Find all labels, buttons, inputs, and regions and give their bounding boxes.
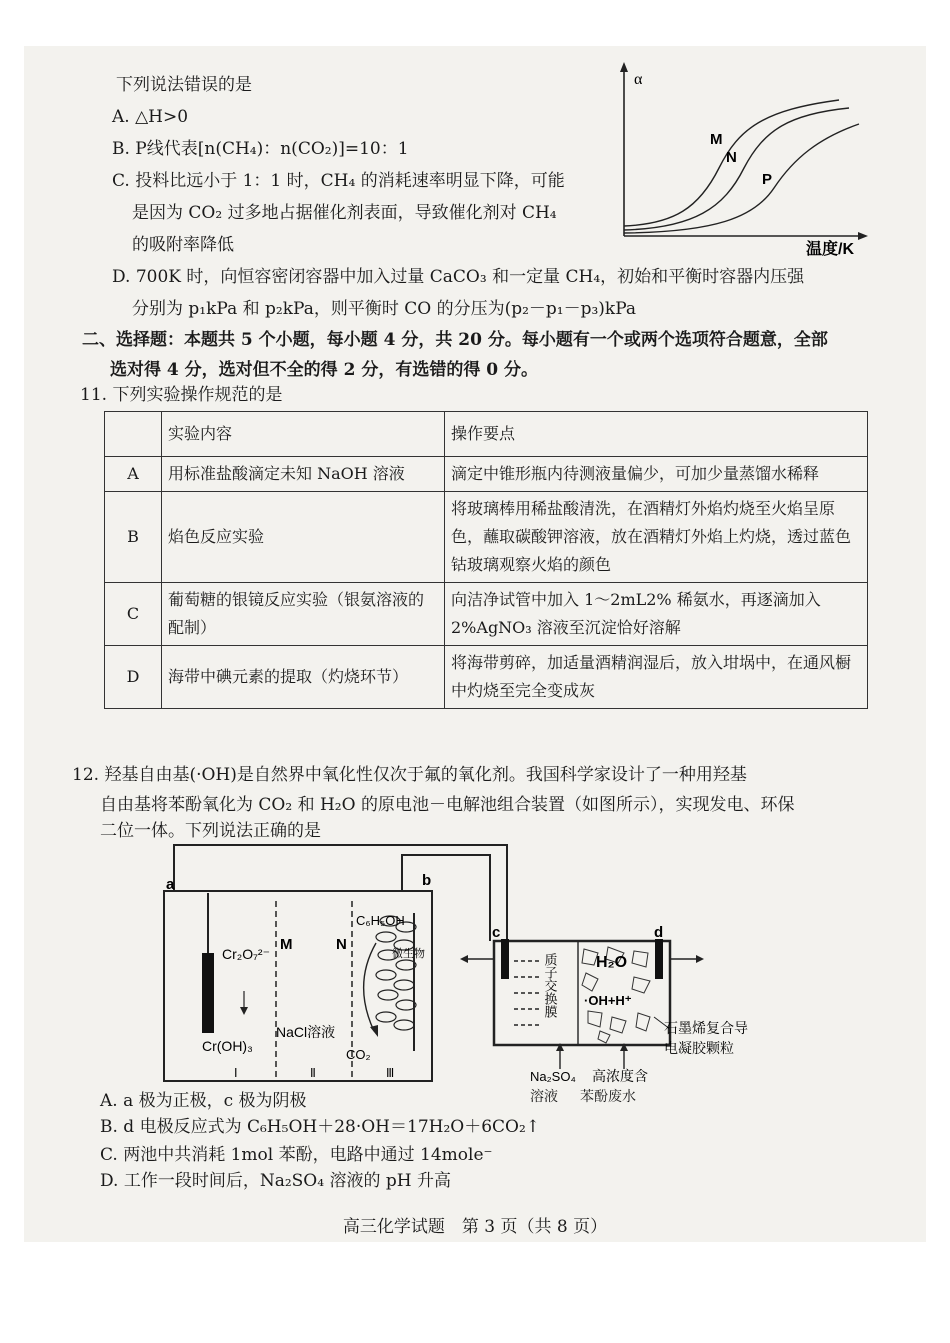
q10-option-d-line1: D. 700K 时，向恒容密闭容器中加入过量 CaCO₃ 和一定量 CH₄，初始和平衡时容器内压强 xyxy=(112,267,805,287)
row-points: 向洁净试管中加入 1～2mL2% 稀氨水，再逐滴加入 2%AgNO₃ 溶液至沉淀恰好溶解 xyxy=(445,583,868,646)
row-content: 海带中碘元素的提取（灼烧环节） xyxy=(162,646,445,709)
wire-top xyxy=(174,845,507,941)
electrode-a-plate xyxy=(202,953,214,1033)
chamber-1-label: Ⅰ xyxy=(234,1066,238,1080)
section2-line1: 二、选择题：本题共 5 个小题，每小题 4 分，共 20 分。每小题有一个或两个选项符合题意，全部 xyxy=(82,330,828,350)
q12-stem-line1: 12. 羟基自由基(·OH)是自然界中氧化性仅次于氟的氧化剂。我国科学家设计了一种用羟基 xyxy=(72,765,747,785)
phenol-label: C₆H₅OH xyxy=(356,913,405,928)
q10-option-d-line2: 分别为 p₁kPa 和 p₂kPa，则平衡时 CO 的分压为(p₂－p₁－p₃)kPa xyxy=(132,299,637,319)
chromium-hydroxide-label: Cr(OH)₃ xyxy=(202,1038,253,1054)
electrode-d-plate xyxy=(655,939,663,979)
section2-line2: 选对得 4 分，选对但不全的得 2 分，有选错的得 0 分。 xyxy=(110,360,538,380)
electrode-b-label: b xyxy=(422,872,432,889)
row-content: 焰色反应实验 xyxy=(162,492,445,583)
y-axis-arrow xyxy=(620,62,628,72)
row-points: 滴定中锥形瓶内待测液量偏少，可加少量蒸馏水稀释 xyxy=(445,457,868,492)
electrode-a-label: a xyxy=(166,876,175,893)
graphene-label-line2: 电凝胶颗粒 xyxy=(664,1040,734,1056)
row-content: 葡萄糖的银镜反应实验（银氨溶液的配制） xyxy=(162,583,445,646)
na2so4-label-line2: 溶液 xyxy=(530,1089,558,1105)
nacl-label: NaCl溶液 xyxy=(276,1024,336,1040)
chamber-2-label: Ⅱ xyxy=(310,1066,316,1080)
x-axis-label: 温度/K xyxy=(806,241,855,258)
header-blank xyxy=(105,412,162,457)
electrode-d-label: d xyxy=(654,924,664,941)
y-axis-label: α xyxy=(634,71,643,88)
membrane-m-label: M xyxy=(280,936,293,953)
row-label: C xyxy=(105,583,162,646)
curve-m-label: M xyxy=(710,131,723,148)
q10-option-c-line3: 的吸附率降低 xyxy=(132,235,234,255)
row-label: B xyxy=(105,492,162,583)
dichromate-label: Cr₂O₇²⁻ xyxy=(222,946,270,962)
q10-option-b: B. P线代表[n(CH₄)：n(CO₂)]=10：1 xyxy=(112,139,409,159)
row-points: 将海带剪碎，加适量酒精润湿后，放入坩埚中，在通风橱中灼烧至完全变成灰 xyxy=(445,646,868,709)
x-axis-arrow xyxy=(858,232,868,240)
header-points: 操作要点 xyxy=(445,412,868,457)
q12-option-c: C. 两池中共消耗 1mol 苯酚，电路中通过 14mole⁻ xyxy=(100,1145,493,1165)
curve-p-line xyxy=(624,124,859,233)
water-label: H₂O xyxy=(596,954,628,971)
membrane-n-label: N xyxy=(336,936,347,953)
wastewater-label-line2: 苯酚废水 xyxy=(580,1089,636,1105)
page-footer: 高三化学试题 第 3 页（共 8 页） xyxy=(342,1217,608,1237)
exam-page xyxy=(24,46,926,1242)
row-content: 用标准盐酸滴定未知 NaOH 溶液 xyxy=(162,457,445,492)
table-row xyxy=(105,492,868,583)
wastewater-label-line1: 高浓度含 xyxy=(592,1068,648,1084)
curve-n-label: N xyxy=(726,149,737,166)
curve-n-line xyxy=(624,108,849,230)
q11-stem: 11. 下列实验操作规范的是 xyxy=(80,385,283,405)
q12-option-a: A. a 极为正极，c 极为阴极 xyxy=(100,1091,307,1111)
chamber-3-label: Ⅲ xyxy=(386,1066,395,1080)
q10-option-c-line2: 是因为 CO₂ 过多地占据催化剂表面，导致催化剂对 CH₄ xyxy=(132,203,557,223)
co2-label: CO₂ xyxy=(346,1047,371,1062)
experiment-table xyxy=(104,411,868,709)
q10-stem: 下列说法错误的是 xyxy=(116,75,252,95)
table-row xyxy=(105,583,868,646)
q12-stem-line3: 二位一体。下列说法正确的是 xyxy=(100,821,321,841)
reaction-arrow xyxy=(364,943,376,1031)
header-content: 实验内容 xyxy=(162,412,445,457)
table-row xyxy=(105,646,868,709)
cell-diagram xyxy=(164,841,748,1084)
na2so4-label-line1: Na₂SO₄ xyxy=(530,1069,576,1084)
q12-option-d: D. 工作一段时间后，Na₂SO₄ 溶液的 pH 升高 xyxy=(100,1171,451,1191)
microbe-label: 微生物 xyxy=(392,948,425,960)
graphene-label-line1: 石墨烯复合导 xyxy=(664,1020,748,1036)
conversion-graph xyxy=(614,58,874,258)
curve-p-label: P xyxy=(762,171,773,188)
proton-membrane-lines xyxy=(514,961,540,1025)
row-label: A xyxy=(105,457,162,492)
table-header-row xyxy=(105,412,868,457)
microbe-cluster xyxy=(376,916,416,1030)
q10-option-a: A. △H>0 xyxy=(112,107,189,127)
row-label: D xyxy=(105,646,162,709)
q12-stem-line2: 自由基将苯酚氧化为 CO₂ 和 H₂O 的原电池－电解池组合装置（如图所示），实现发电、环保 xyxy=(100,795,795,815)
q12-option-b: B. d 电极反应式为 C₆H₅OH＋28·OH＝17H₂O＋6CO₂↑ xyxy=(100,1117,541,1137)
electrode-c-label: c xyxy=(492,924,501,941)
row-points: 将玻璃棒用稀盐酸清洗，在酒精灯外焰灼烧至火焰呈原色，蘸取碳酸钾溶液，放在酒精灯外焰上灼烧，透过蓝色钴玻璃观察火焰的颜色 xyxy=(445,492,868,583)
proton-membrane-label: 质子交换膜 xyxy=(542,953,558,1018)
electrode-c-plate xyxy=(501,939,509,979)
hydroxyl-proton-label: ·OH+H⁺ xyxy=(584,993,632,1008)
q10-option-c-line1: C. 投料比远小于 1：1 时，CH₄ 的消耗速率明显下降，可能 xyxy=(112,171,565,191)
table-row xyxy=(105,457,868,492)
